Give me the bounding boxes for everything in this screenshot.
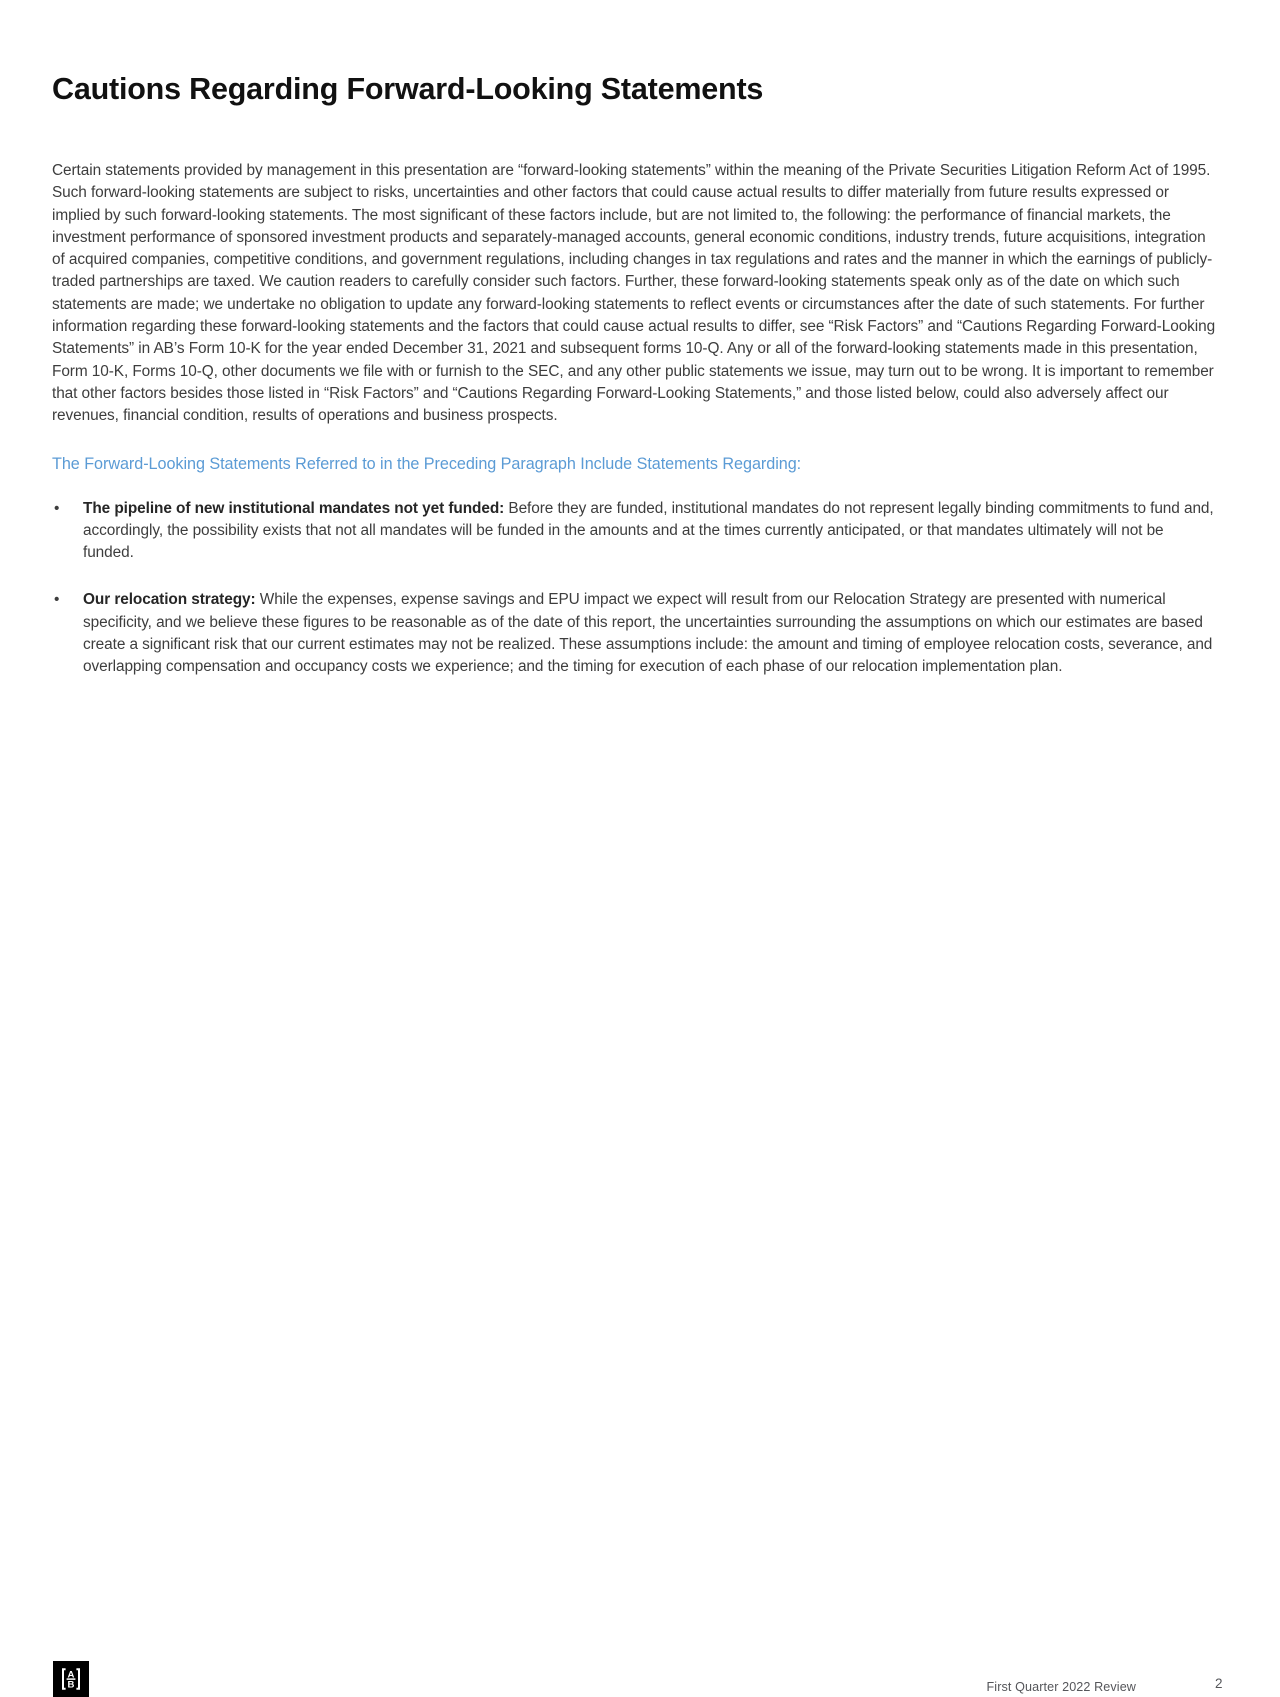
page-title: Cautions Regarding Forward-Looking Statements (52, 72, 764, 107)
bullet-list (52, 498, 1218, 679)
footer-caption: First Quarter 2022 Review (986, 1680, 1136, 1694)
list-item-body: While the expenses, expense savings and EPU impact we expect will result from our Relocation Strategy are presented with numerical specificity, and we believe these figures to be reasonable as of the date of this report, the uncertainties surrounding the assumptions on which our estimates are based create a significant risk that our current estimates may not be realized. These assumptions include: the amount and timing of employee relocation costs, severance, and overlapping compensation and occupancy costs we experience; and the timing for execution of each phase of our relocation implementation plan. (83, 591, 1213, 676)
ab-logo-icon (53, 1661, 89, 1697)
intro-paragraph: Certain statements provided by management in this presentation are “forward-looking statements” within the meaning of the Private Securities Litigation Reform Act of 1995. Such forward-looking statements are subject to risks, uncertainties and other factors that could cause actual results to differ materially from future results expressed or implied by such forward-looking statements. The most significant of these factors include, but are not limited to, the following: the performance of financial markets, the investment performance of sponsored investment products and separately-managed accounts, general economic conditions, industry trends, future acquisitions, integration of acquired companies, competitive conditions, and government regulations, including changes in tax regulations and rates and the manner in which the earnings of publicly-traded partnerships are taxed. We caution readers to carefully consider such factors. Further, these forward-looking statements speak only as of the date on which such statements are made; we undertake no obligation to update any forward-looking statements to reflect events or circumstances after the date of such statements. For further information regarding these forward-looking statements and the factors that could cause actual results to differ, see “Risk Factors” and “Cautions Regarding Forward-Looking Statements” in AB’s Form 10-K for the year ended December 31, 2021 and subsequent forms 10-Q. Any or all of the forward-looking statements made in this presentation, Form 10-K, Forms 10-Q, other documents we file with or furnish to the SEC, and any other public statements we issue, may turn out to be wrong. It is important to remember that other factors besides those listed in “Risk Factors” and “Cautions Regarding Forward-Looking Statements,” and those listed below, could also adversely affect our revenues, financial condition, results of operations and business prospects. (52, 162, 1216, 425)
bullet-icon: • (54, 591, 60, 609)
bullet-icon: • (54, 499, 60, 517)
list-item-lead: Our relocation strategy: (83, 591, 256, 609)
footer (0, 828, 1280, 1694)
page-number: 2 (1215, 1676, 1223, 1691)
svg-text:A: A (67, 1669, 75, 1681)
list-item (52, 498, 1218, 565)
list-item (52, 589, 1218, 678)
section-heading: The Forward-Looking Statements Referred to in the Preceding Paragraph Include Statements Regarding: (52, 454, 802, 473)
list-item-lead: The pipeline of new institutional mandates not yet funded: (83, 499, 505, 517)
slide-body (52, 160, 1218, 679)
svg-text:B: B (67, 1679, 75, 1691)
list-item-body: Before they are funded, institutional mandates do not represent legally binding commitments to fund and, accordingly, the possibility exists that not all mandates will be funded in the amounts and at the times currently anticipated, or that mandates ultimately will not be funded. (83, 499, 1214, 562)
